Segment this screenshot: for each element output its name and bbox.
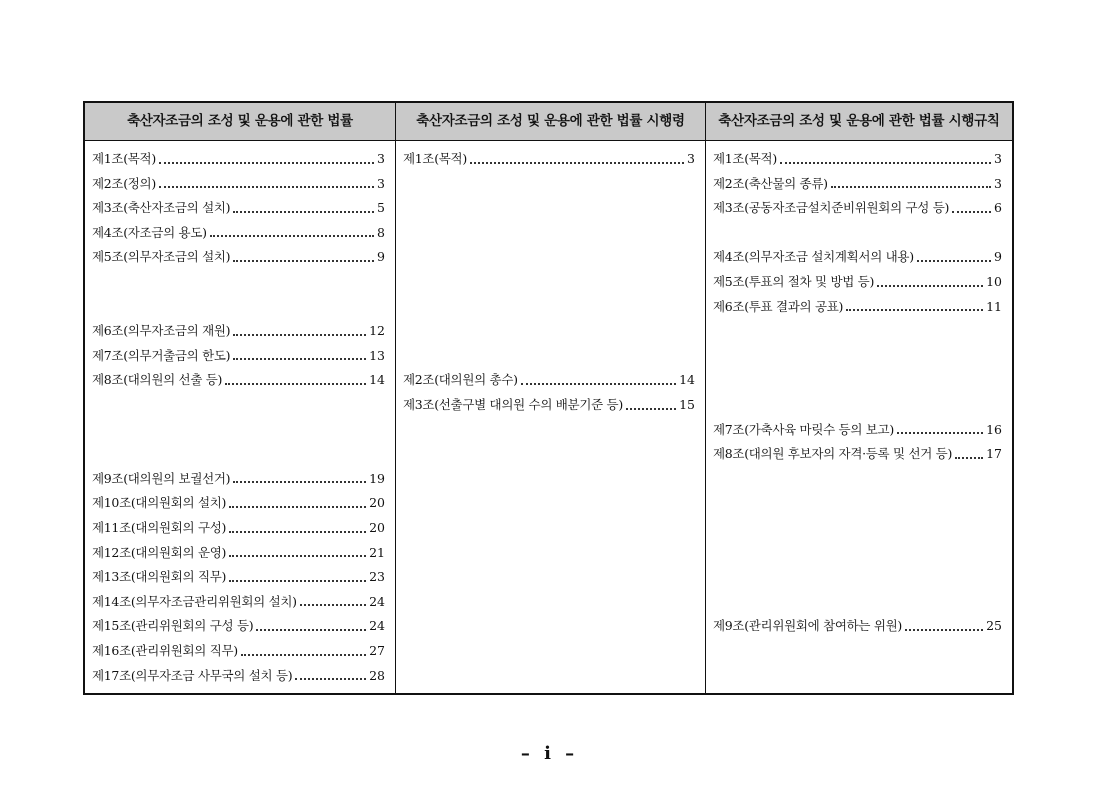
toc-entry[interactable] — [92, 543, 385, 563]
toc-entry[interactable] — [92, 370, 385, 390]
dot-leader — [233, 357, 366, 360]
entry-page: 12 — [369, 323, 385, 339]
column-heading-decree: 축산자조금의 조성 및 운용에 관한 법률 시행령 — [416, 113, 685, 129]
entry-title: 제12조(대의원회의 운영) — [92, 544, 227, 560]
entry-title: 제5조(의무자조금의 설치) — [92, 249, 231, 265]
toc-entry[interactable] — [92, 666, 385, 686]
toc-entry[interactable] — [713, 247, 1002, 267]
toc-entry[interactable] — [92, 567, 385, 587]
dot-leader — [955, 456, 983, 459]
toc-entry[interactable] — [92, 174, 385, 194]
toc-entry[interactable] — [92, 493, 385, 513]
toc-entry[interactable] — [403, 149, 695, 169]
toc-entry[interactable] — [92, 641, 385, 661]
entry-page: 10 — [986, 274, 1002, 289]
entry-page: 8 — [377, 224, 385, 240]
dot-leader — [241, 653, 366, 656]
entry-page: 24 — [369, 618, 385, 634]
entry-title: 제3조(축산자조금의 설치) — [92, 200, 231, 216]
dot-leader — [780, 161, 991, 164]
dot-leader — [877, 284, 983, 287]
dot-leader — [233, 333, 366, 336]
dot-leader — [233, 259, 374, 262]
entry-page: 20 — [369, 520, 385, 535]
entry-page: 16 — [986, 421, 1002, 437]
toc-entry[interactable] — [92, 592, 385, 612]
dot-leader — [233, 210, 374, 213]
entry-title: 제1조(목적) — [713, 151, 777, 166]
toc-table — [83, 101, 1014, 695]
toc-entry[interactable] — [92, 346, 385, 366]
entry-page: 24 — [369, 593, 385, 609]
entry-page: 3 — [994, 151, 1002, 166]
entry-title: 제2조(축산물의 종류) — [713, 175, 828, 191]
entry-page: 11 — [986, 298, 1002, 314]
entry-title: 제4조(의무자조금 설치계획서의 내용) — [713, 249, 914, 265]
entry-title: 제3조(공동자조금설치준비위원회의 구성 등) — [713, 200, 950, 216]
entry-title: 제9조(대의원의 보궐선거) — [92, 470, 231, 486]
toc-entry[interactable] — [92, 149, 385, 169]
toc-entry[interactable] — [92, 321, 385, 341]
toc-entry[interactable] — [92, 469, 385, 489]
toc-entry[interactable] — [403, 370, 695, 390]
toc-entry[interactable] — [403, 395, 695, 415]
dot-leader — [233, 480, 366, 483]
dot-leader — [210, 234, 374, 237]
entry-title: 제2조(대의원의 총수) — [403, 372, 518, 388]
dot-leader — [952, 210, 991, 213]
dot-leader — [225, 382, 366, 385]
dot-leader — [229, 554, 366, 557]
entry-title: 제14조(의무자조금관리위원회의 설치) — [92, 593, 297, 609]
toc-entry[interactable] — [713, 174, 1002, 194]
entry-title: 제15조(관리위원회의 구성 등) — [92, 618, 254, 634]
toc-entry[interactable] — [713, 444, 1002, 464]
entry-page: 9 — [377, 249, 385, 265]
entry-page: 14 — [369, 372, 385, 388]
entry-title: 제1조(목적) — [92, 151, 156, 166]
entry-title: 제11조(대의원회의 구성) — [92, 520, 227, 535]
toc-entry[interactable] — [92, 616, 385, 636]
entry-page: 20 — [369, 495, 385, 511]
dot-leader — [256, 628, 366, 631]
entry-title: 제17조(의무자조금 사무국의 설치 등) — [92, 667, 293, 683]
entry-title: 제8조(대의원 후보자의 자격·등록 및 선거 등) — [713, 446, 953, 462]
column-heading-law: 축산자조금의 조성 및 운용에 관한 법률 — [127, 113, 353, 129]
dot-leader — [846, 308, 983, 311]
dot-leader — [229, 579, 366, 582]
toc-entry[interactable] — [92, 223, 385, 243]
entry-title: 제8조(대의원의 선출 등) — [92, 372, 223, 388]
column-decree — [396, 141, 705, 693]
entry-title: 제5조(투표의 절차 및 방법 등) — [713, 274, 875, 289]
toc-entry[interactable] — [713, 272, 1002, 292]
entry-title: 제13조(대의원회의 직무) — [92, 569, 227, 585]
entry-title: 제7조(의무거출금의 한도) — [92, 347, 231, 363]
entry-page: 6 — [994, 200, 1002, 216]
dot-leader — [917, 259, 991, 262]
entry-title: 제3조(선출구별 대의원 수의 배분기준 등) — [403, 397, 623, 412]
dot-leader — [905, 628, 983, 631]
entry-page: 3 — [377, 151, 385, 166]
entry-title: 제9조(관리위원회에 참여하는 위원) — [713, 618, 903, 634]
toc-entry[interactable] — [713, 420, 1002, 440]
dot-leader — [159, 161, 374, 164]
entry-title: 제2조(정의) — [92, 175, 156, 191]
toc-entry[interactable] — [92, 198, 385, 218]
entry-page: 3 — [994, 175, 1002, 191]
dot-leader — [159, 185, 374, 188]
dot-leader — [229, 530, 366, 533]
entry-title: 제16조(관리위원회의 직무) — [92, 643, 238, 658]
dot-leader — [831, 185, 991, 188]
dot-leader — [521, 382, 676, 385]
entry-page: 3 — [687, 151, 695, 166]
dot-leader — [897, 431, 983, 434]
entry-page: 19 — [369, 470, 385, 486]
dot-leader — [229, 505, 366, 508]
column-heading-rule: 축산자조금의 조성 및 운용에 관한 법률 시행규칙 — [718, 113, 1000, 129]
entry-title: 제10조(대의원회의 설치) — [92, 495, 227, 511]
entry-page: 23 — [369, 569, 385, 585]
toc-entry[interactable] — [713, 616, 1002, 636]
entry-page: 17 — [986, 446, 1002, 462]
entry-title: 제6조(의무자조금의 재원) — [92, 323, 231, 339]
toc-entry[interactable] — [713, 297, 1002, 317]
dot-leader — [295, 677, 366, 680]
entry-page: 9 — [994, 249, 1002, 265]
entry-title: 제6조(투표 결과의 공표) — [713, 298, 844, 314]
dot-leader — [470, 161, 684, 164]
entry-page: 21 — [369, 544, 385, 560]
entry-page: 5 — [377, 200, 385, 216]
entry-title: 제7조(가축사육 마릿수 등의 보고) — [713, 421, 894, 437]
entry-page: 28 — [369, 667, 385, 683]
table-header — [85, 103, 1012, 141]
entry-page: 27 — [369, 643, 385, 658]
toc-entry[interactable] — [92, 247, 385, 267]
entry-page: 25 — [986, 618, 1002, 634]
toc-entry[interactable] — [713, 149, 1002, 169]
entry-page: 14 — [679, 372, 695, 388]
page-number: – i – — [520, 743, 579, 764]
entry-page: 13 — [369, 347, 385, 363]
entry-title: 제4조(자조금의 용도) — [92, 224, 207, 240]
column-law — [85, 141, 395, 693]
toc-entry[interactable] — [713, 198, 1002, 218]
entry-page: 3 — [377, 175, 385, 191]
entry-page: 15 — [679, 397, 695, 412]
dot-leader — [626, 407, 676, 410]
dot-leader — [300, 603, 366, 606]
toc-entry[interactable] — [92, 518, 385, 538]
column-rule — [706, 141, 1012, 693]
entry-title: 제1조(목적) — [403, 151, 467, 166]
